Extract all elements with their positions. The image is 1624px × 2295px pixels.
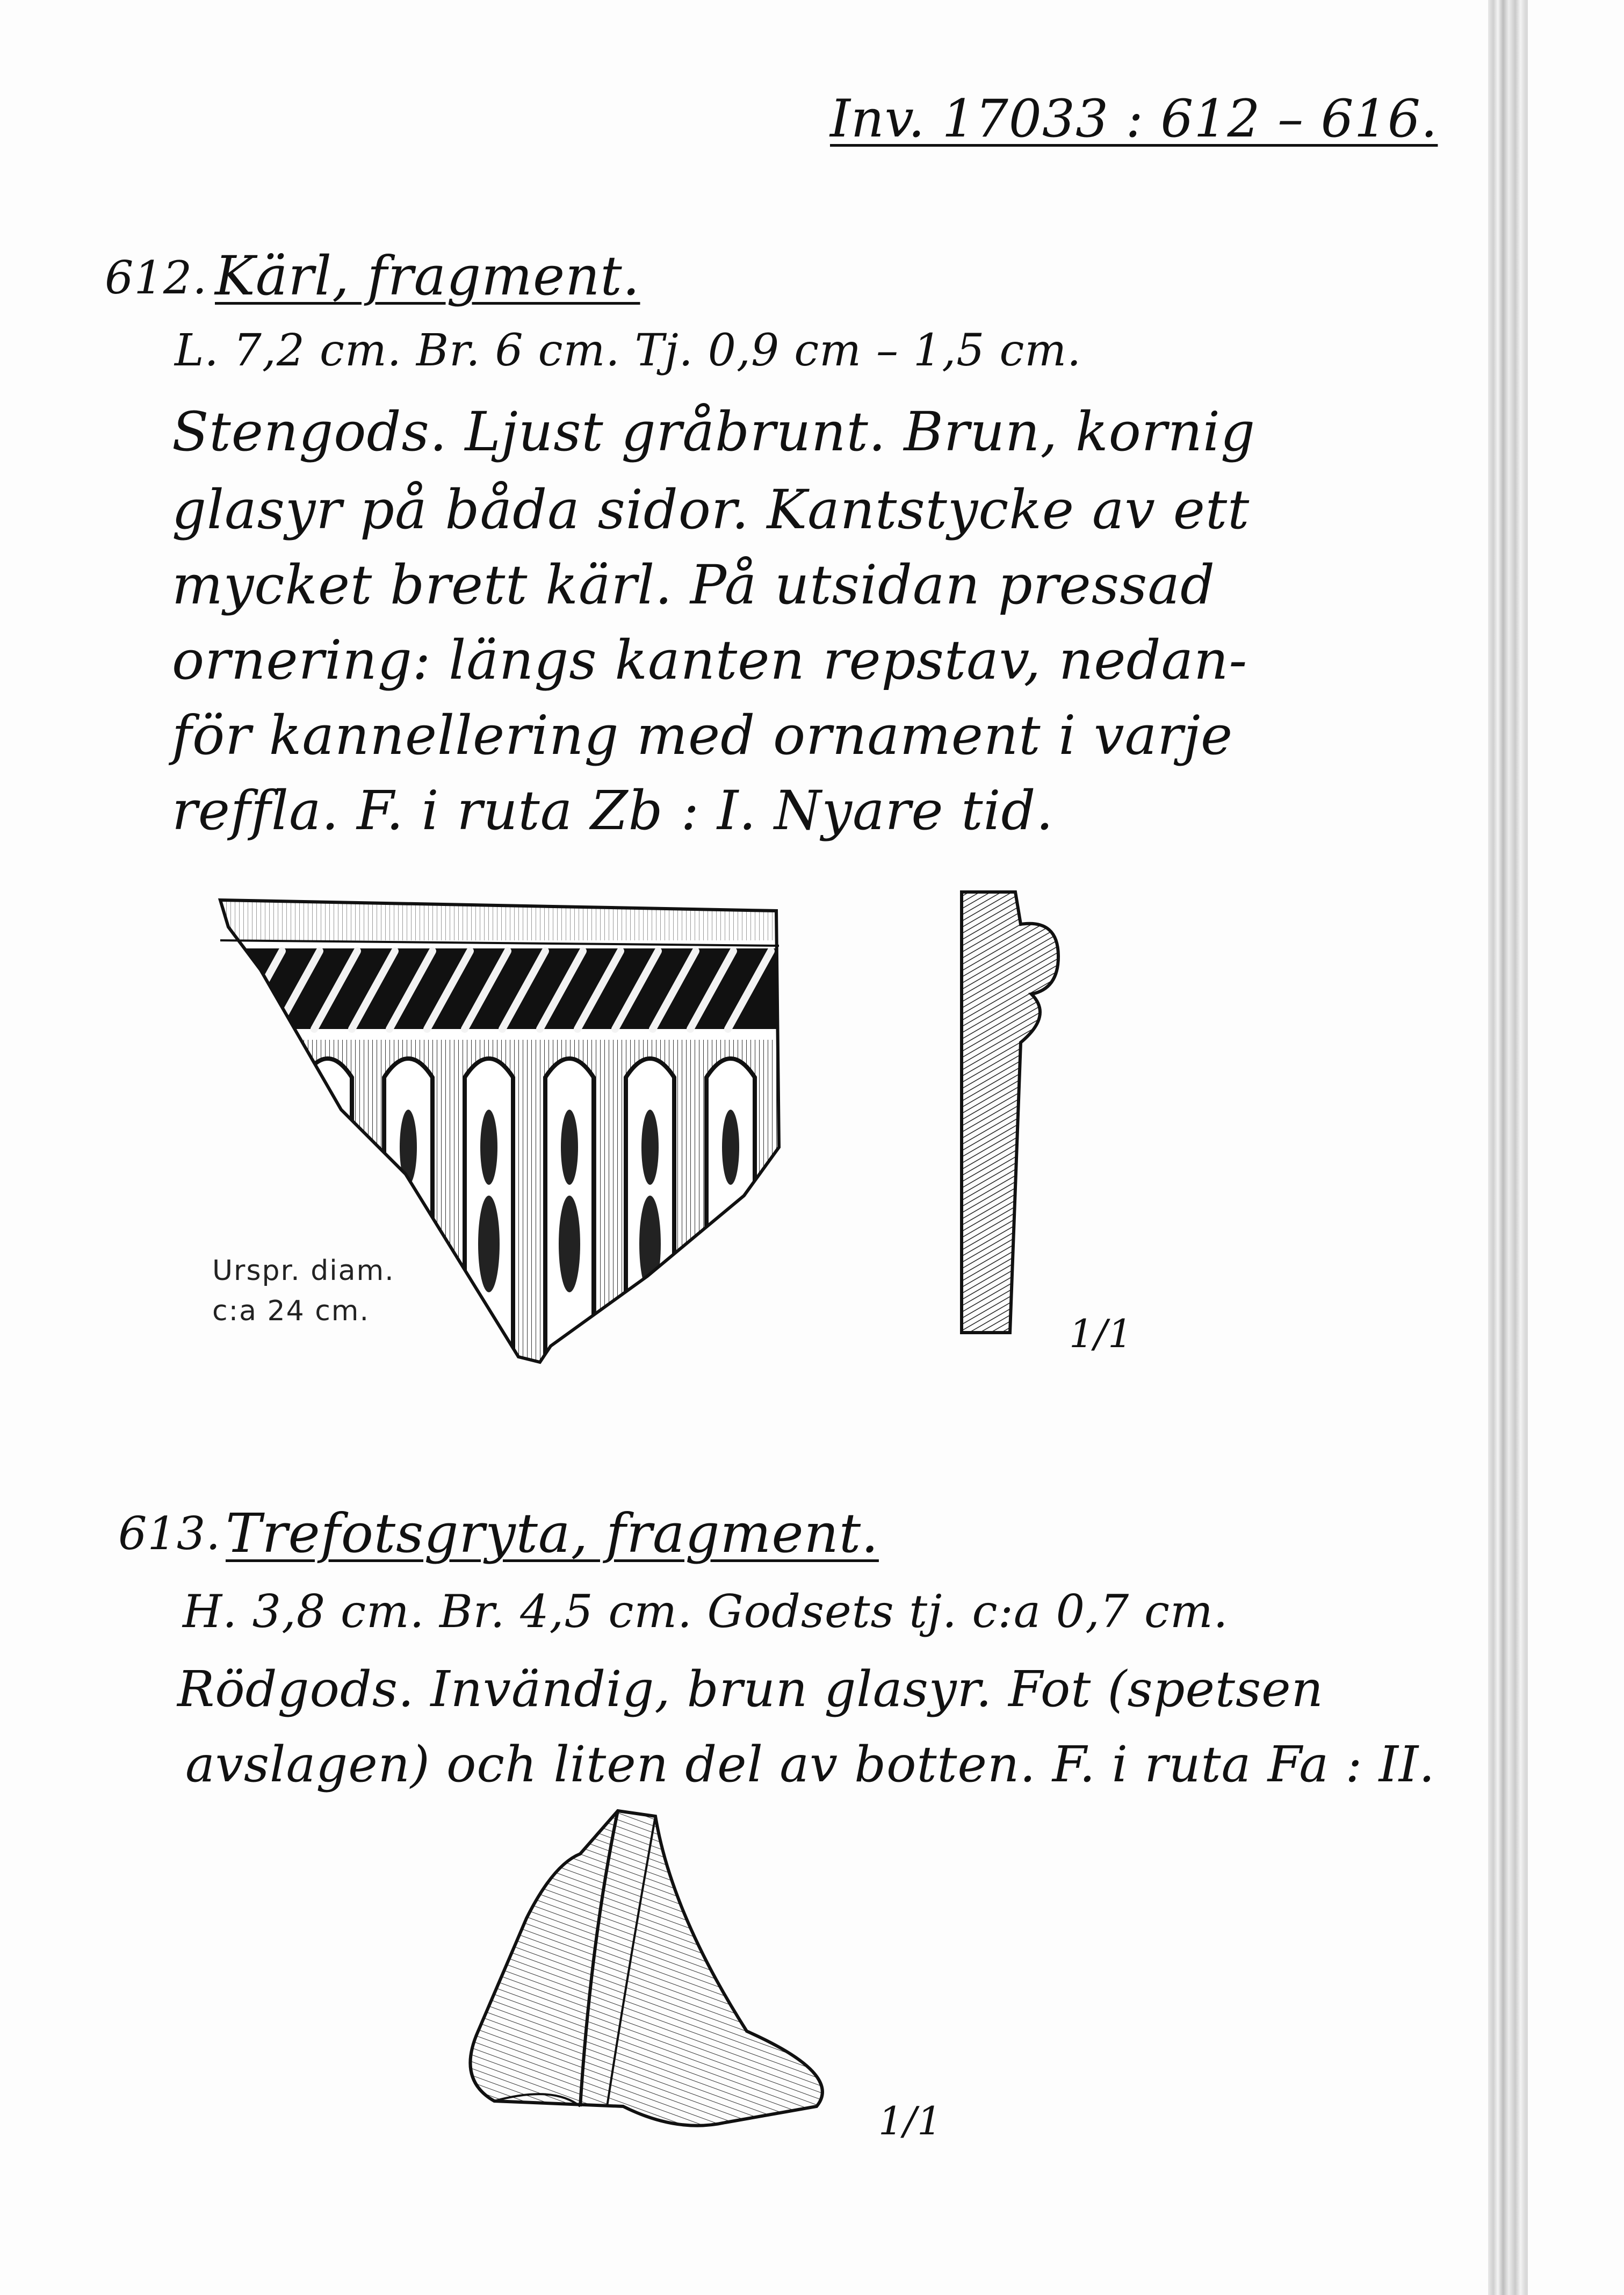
entry-612-number: 612. (105, 251, 208, 304)
tripod-pot-foot-drawing (446, 1805, 843, 2139)
diameter-note-line-1: Urspr. diam. (212, 1255, 395, 1287)
entry-612-line-3: glasyr på båda sidor. Kantstycke av ett (172, 478, 1250, 541)
entry-612-title: Kärl, fragment. (215, 244, 640, 307)
entry-613-number: 613. (118, 1507, 221, 1560)
inventory-number: Inv. 17033 : 612 – 616. (830, 89, 1438, 149)
entry-613-title: Trefotsgryta, fragment. (226, 1502, 879, 1565)
entry-612-line-1: L. 7,2 cm. Br. 6 cm. Tj. 0,9 cm – 1,5 cm. (175, 325, 1082, 376)
entry-612-line-5: ornering: längs kanten repstav, nedan- (172, 629, 1248, 692)
entry-613-line-3: avslagen) och liten del av botten. F. i ruta Fa : II. (185, 1736, 1435, 1793)
entry-612-line-7: reffla. F. i ruta Zb : I. Nyare tid. (172, 779, 1054, 842)
entry-613-line-1: H. 3,8 cm. Br. 4,5 cm. Godsets tj. c:a 0,7 cm. (183, 1585, 1229, 1638)
page-edge-line (1526, 0, 1528, 2295)
entry-612-line-2: Stengods. Ljust gråbrunt. Brun, kornig (172, 400, 1256, 463)
page-binding-edge (1488, 0, 1526, 2295)
diameter-note-line-2: c:a 24 cm. (212, 1295, 370, 1327)
scale-label-612: 1/1 (1069, 1311, 1133, 1356)
entry-612-line-4: mycket brett kärl. På utsidan pressad (172, 553, 1215, 616)
vessel-profile-drawing (956, 887, 1064, 1338)
scale-label-613: 1/1 (878, 2098, 942, 2143)
entry-612-line-6: för kannellering med ornament i varje (172, 704, 1233, 767)
entry-613-line-2: Rödgods. Invändig, brun glasyr. Fot (spetsen (177, 1660, 1324, 1718)
